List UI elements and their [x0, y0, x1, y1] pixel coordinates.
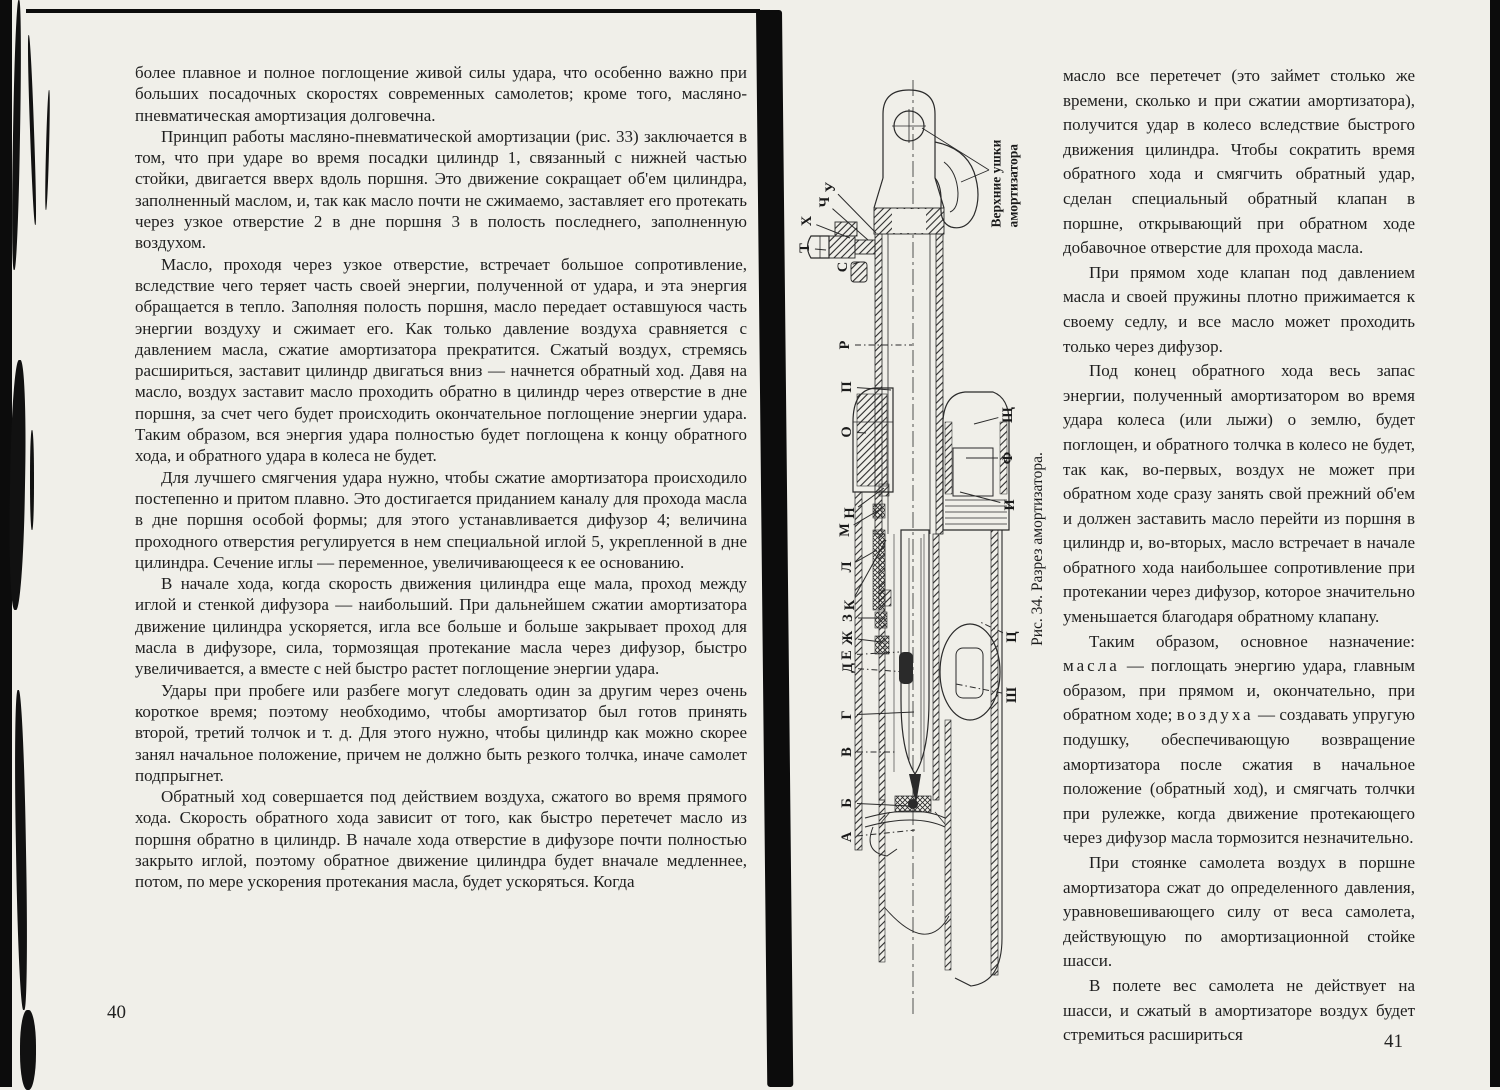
paragraph-text: Удары при пробеге или разбеге могут следовать один за другим через очень короткое время; поэтому необходимо, чтобы амортизатор был готов принять второй, третий толчок и т. д. Для этого нужно, чтобы цилиндр как можно скорее занял начальное положение, причем не должно быть резкого толчка, иначе самолет подпрыгнет. — [135, 681, 747, 785]
figure-part-label-М: М — [834, 519, 856, 541]
paragraph — [1063, 359, 1415, 630]
figure-part-label-Л: Л — [836, 556, 858, 578]
scan-left-streak — [30, 430, 34, 530]
scan-top-rule — [26, 9, 760, 13]
paragraph — [1063, 64, 1415, 261]
paragraph-text: Принцип работы масляно-пневматической амортизации (рис. 33) заключается в том, что при ударе во время посадки цилиндр 1, связанный с нижней частью стойки, двигается вверх вдоль поршня. Это движение сокращает об'ем цилиндра, заполненный маслом, и, так как масло почти не сжимаемо, заставляет его протекать через узкое отверстие 2 в дне поршня 3 в полость последнего, заполненную воздухом. — [135, 127, 747, 252]
figure-part-label-З: З — [837, 607, 859, 629]
paragraph-text: — поглощать энергию удара, главным образом, при прямом и, окончательно, при обратном ходе; — [1063, 656, 1415, 724]
paragraph — [1063, 261, 1415, 359]
figure-part-label-И: И — [999, 494, 1021, 516]
paragraph-text: более плавное и полное поглощение живой силы удара, что особенно важно при больших посадочных скоростях современных самолетов; кроме того, масляно-пневматическая амортизация долговечна. — [135, 63, 747, 125]
paragraph-text: При прямом ходе клапан под давлением масла и своей пружины плотно прижимается к своему седлу, и все масло может проходить только через дифузор. — [1063, 263, 1415, 356]
left-page-number: 40 — [107, 1002, 126, 1024]
figure-part-label-Т: Т — [794, 237, 816, 259]
paragraph — [135, 126, 747, 254]
figure-part-label-Ф: Ф — [997, 447, 1019, 469]
scan-right-edge-bar — [1490, 0, 1500, 1087]
figure-part-label-Ш: Ш — [1001, 684, 1023, 706]
scan-spine-bar — [756, 10, 793, 1087]
figure-part-label-Е: Е — [836, 644, 858, 666]
figure-part-label-Б: Б — [836, 792, 858, 814]
figure-part-label-Г: Г — [836, 704, 858, 726]
paragraph-text: Масло, проходя через узкое отверстие, встречает большое сопротивление, вследствие чего теряет часть своей энергии, полученной от удара, и эта энергия обращается в тепло. Заполняя полость поршня, масло передает оставшуюся часть энергии воздуху и сжимает его. Как только давление воздуха сравняется с давлением масла, сжатие амортизатора прекратится. Сжатый воздух, стремясь расшириться, заставит цилиндр двигаться вниз — начнется обратный ход. Давя на масло, воздух заставит масло проходить обратно в цилиндр через отверстие в дне поршня, за счет чего будет происходить окончательное поглощение энергии удара. Таким образом, вся энергия удара полностью будет поглощена к концу обратного хода, и обратного удара в колеса не будет. — [135, 255, 747, 466]
figure-part-label-Д: Д — [837, 657, 859, 679]
paragraph — [135, 573, 747, 679]
scan-left-streak — [27, 35, 38, 225]
figure-part-label-О: О — [836, 421, 858, 443]
figure-part-label-А: А — [836, 826, 858, 848]
figure-top-label-line2: амортизатора — [1005, 94, 1022, 228]
paragraph — [135, 62, 747, 126]
paragraph — [135, 680, 747, 786]
paragraph-text: масло все перетечет (это займет столько же времени, сколько и при сжатии амортизатора), получится удар в колесо вследствие быстрого движения цилиндра. Чтобы сократить время обратного хода и смягчить обратный удар, сделан специальный обратный клапан в поршне, открывающий при обратном ходе добавочное отверстие для прохода масла. — [1063, 66, 1415, 257]
paragraph — [135, 467, 747, 573]
figure-part-label-Х: Х — [796, 210, 818, 232]
scan-left-streak — [44, 90, 50, 210]
emphasized-term: воздуха — [1177, 705, 1254, 724]
figure-part-label-Ч: Ч — [814, 191, 836, 213]
figure-part-label-Ц: Ц — [1001, 626, 1023, 648]
paragraph-text: Для лучшего смягчения удара нужно, чтобы сжатие амортизатора происходило постепенно и притом плавно. Это достигается приданием каналу для прохода масла в дне поршня особой формы; для этого устанавливается дифузор 4; величина проходного отверстия регулируется в нем специальной иглой 5, укрепленной в дне цилиндра. Сечение иглы — переменное, увеличивающееся к ее основанию. — [135, 468, 747, 572]
figure-part-label-П: П — [836, 376, 858, 398]
paragraph-text: В начале хода, когда скорость движения цилиндра еще мала, проход между иглой и стенкой дифузора — наибольший. При дальнейшем сжатии амортизатора движение цилиндра ускоряется, игла все больше и больше закрывает проход для масла в дифузоре, сила, тормозящая протекание масла через дифузор, быстро увеличивается, а вместе с ней быстро растет поглощение энергии удара. — [135, 574, 747, 678]
paragraph — [1063, 974, 1415, 1048]
right-page-text-column — [1063, 64, 1415, 1048]
paragraph — [1063, 851, 1415, 974]
scan-left-streak — [11, 0, 23, 270]
figure-top-label — [989, 94, 1022, 228]
figure-part-label-В: В — [836, 741, 858, 763]
figure-caption: Рис. 34. Разрез амортизатора. — [1029, 389, 1051, 709]
paragraph — [135, 254, 747, 467]
paragraph-text: Под конец обратного хода весь запас энергии, полученный амортизатором во время удара колеса (или лыжи) о землю, будет поглощен, и обратного толчка в колесо не будет, так как, во-первых, воздух не может при обратном ходе сразу занять свой прежний об'ем и должен заставить масло перейти из поршня в цилиндр и, во-вторых, масло встречает в начале обратного хода наибольшее сопротивление при протекании через дифузор, которое значительно уменьшается благодаря обратному клапану. — [1063, 361, 1415, 626]
paragraph-text: — создавать упругую подушку, обеспечивающую возвращение амортизатора после сжатия в начальное положение (обратный ход), и смягчать толчки при рулежке, когда движение протекающего через дифузор масла тормозится незначительно. — [1063, 705, 1415, 847]
paragraph-text: В полете вес самолета не действует на шасси, и сжатый в амортизаторе воздух будет стремиться расшириться — [1063, 976, 1415, 1044]
left-page-text-column — [135, 62, 747, 893]
scan-left-streak — [13, 690, 29, 1010]
figure-part-label-Щ: Щ — [997, 404, 1019, 426]
figure-part-label-К: К — [839, 594, 861, 616]
emphasized-term: масла — [1063, 656, 1120, 675]
right-page-number: 41 — [1384, 1031, 1403, 1053]
figure-top-label-line1: Верхние ушки — [989, 94, 1006, 228]
figure-part-label-У: У — [820, 176, 842, 198]
paragraph-text: Таким образом, основное назначение: — [1089, 632, 1415, 651]
figure-part-label-Ж: Ж — [837, 627, 859, 649]
figure-part-label-С: С — [832, 256, 854, 278]
paragraph — [135, 786, 747, 892]
scan-left-streak — [20, 1010, 36, 1090]
figure-part-label-Р: Р — [834, 334, 856, 356]
paragraph-text: При стоянке самолета воздух в поршне амортизатора сжат до определенного давления, уравновешивающего силу от веса самолета, действующую по амортизационной стойке шасси. — [1063, 853, 1415, 970]
paragraph-text: Обратный ход совершается под действием воздуха, сжатого во время прямого хода. Скорость обратного хода зависит от того, как быстро перетечет масло из поршня обратно в цилиндр. В начале хода отверстие в дифузоре почти полностью закрыто иглой, поэтому обратное движение цилиндра будет вначале медленнее, потом, по мере ускорения протекания масла, будет ускоряться. Когда — [135, 787, 747, 891]
figure-part-label-Н: Н — [839, 502, 861, 524]
paragraph — [1063, 630, 1415, 851]
